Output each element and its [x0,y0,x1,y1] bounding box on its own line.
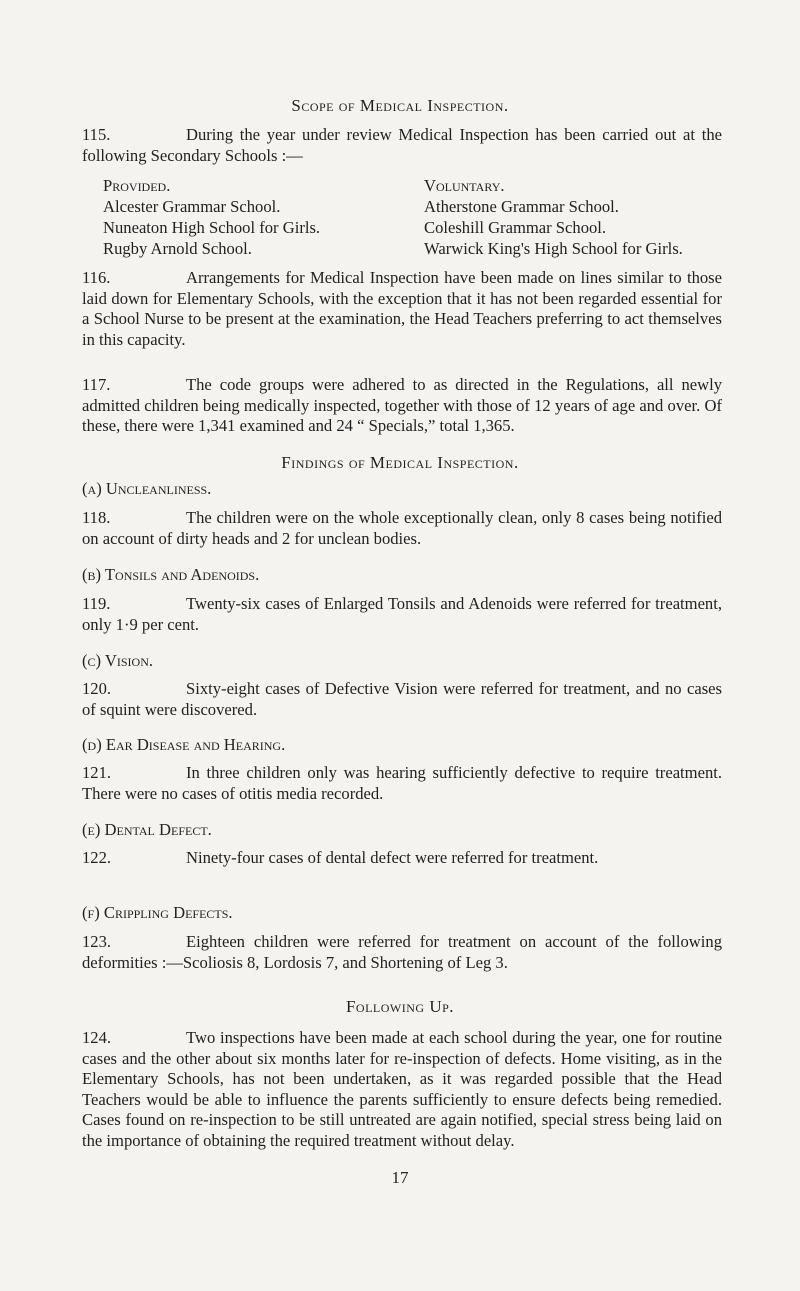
section-heading-scope: Scope of Medical Inspection. [291,96,509,115]
list-item: Nuneaton High School for Girls. [103,218,321,237]
paragraph-121 [82,763,722,804]
paragraph-text: Ninety-four cases of dental defect were referred for treatment. [186,848,599,867]
subheading-dental: (e) Dental Defect. [82,820,212,839]
paragraph-123 [82,932,722,973]
section-heading-findings: Findings of Medical Inspection. [281,453,519,472]
paragraph-number: 117. [82,375,111,394]
paragraph-120 [82,679,722,720]
paragraph-115 [82,125,722,166]
list-item: Rugby Arnold School. [103,239,252,258]
subheading-crippling: (f) Crippling Defects. [82,903,233,922]
paragraph-124 [82,1028,722,1151]
paragraph-text: In three children only was hearing sufficiently defective to require treatment. There were no cases of otitis media recorded. [82,763,722,803]
paragraph-117 [82,375,722,437]
subheading-vision: (c) Vision. [82,651,154,670]
subheading-uncleanliness: (a) Uncleanliness. [82,479,212,498]
paragraph-number: 122. [82,848,112,867]
paragraph-number: 115. [82,125,111,144]
paragraph-text: Eighteen children were referred for treatment on account of the following deformities :—Scoliosis 8, Lordosis 7, and Shortening of Leg 3. [82,932,722,972]
paragraph-number: 124. [82,1028,112,1047]
paragraph-number: 116. [82,268,111,287]
voluntary-schools-list [424,175,683,259]
list-item: Warwick King's High School for Girls. [424,239,683,258]
paragraph-number: 120. [82,679,112,698]
list-item: Atherstone Grammar School. [424,197,619,216]
subheading-ear: (d) Ear Disease and Hearing. [82,735,286,754]
paragraph-text: Twenty-six cases of Enlarged Tonsils and Adenoids were referred for treatment, only 1·9 per cent. [82,594,722,634]
paragraph-text: During the year under review Medical Inspection has been carried out at the following Secondary Schools :— [82,125,722,165]
voluntary-title: Voluntary. [424,176,505,195]
page-number: 17 [391,1168,409,1187]
section-heading-following-up: Following Up. [345,997,455,1016]
paragraph-text: The children were on the whole exceptionally clean, only 8 cases being notified on account of dirty heads and 2 for unclean bodies. [82,508,722,548]
paragraph-number: 121. [82,763,112,782]
provided-title: Provided. [103,176,171,195]
subheading-tonsils: (b) Tonsils and Adenoids. [82,565,260,584]
paragraph-text: The code groups were adhered to as directed in the Regulations, all newly admitted children being medically inspected, together with those of 12 years of age and over. Of these, there were 1,341 examined and 24 “ Specials,” total 1,365. [82,375,722,435]
paragraph-number: 123. [82,932,112,951]
list-item: Coleshill Grammar School. [424,218,607,237]
paragraph-text: Two inspections have been made at each school during the year, one for routine cases and the other about six months later for re-inspection of defects. Home visiting, as in the Elementary Schools, has not been undertaken, as it was regarded possible that the Head Teachers would be able to influence the parents sufficiently to ensure defects being remedied. Cases found on re-inspection to be still untreated are again notified, special stress being laid on the importance of obtaining the required treatment without delay. [82,1028,722,1150]
paragraph-number: 118. [82,508,111,527]
provided-schools-list [103,175,320,259]
paragraph-text: Arrangements for Medical Inspection have been made on lines similar to those laid down for Elementary Schools, with the exception that it has not been regarded essential for a School Nurse to be present at the examination, the Head Teachers preferring to act themselves in this capacity. [82,268,722,349]
list-item: Alcester Grammar School. [103,197,281,216]
paragraph-number: 119. [82,594,111,613]
paragraph-122 [82,848,722,869]
paragraph-116 [82,268,722,350]
paragraph-118 [82,508,722,549]
paragraph-119 [82,594,722,635]
paragraph-text: Sixty-eight cases of Defective Vision were referred for treatment, and no cases of squint were discovered. [82,679,722,719]
